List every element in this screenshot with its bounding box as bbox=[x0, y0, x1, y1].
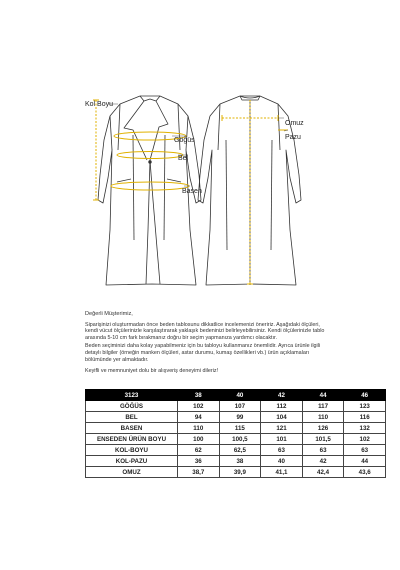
header-cell: 40 bbox=[219, 390, 261, 401]
table-cell: 110 bbox=[302, 412, 344, 423]
message-paragraph: Siparişinizi oluşturmadan önce beden tablosunu dikkatlice incelemenizi öneririz. Aşağıdaki ölçüleri, kendi vücut ölçülerinizle karşılaştırarak yaklaşık bedeninizi belirleyebilirsiniz. Kendi ölçülerinizle tablo arasında 5-10 cm fark bırakmanız doğru bir seçim yapmanıza yardımcı olacaktır. bbox=[85, 321, 325, 341]
label-bel: Bel bbox=[178, 155, 189, 162]
header-cell: 3123 bbox=[86, 390, 178, 401]
table-cell: 100,5 bbox=[219, 434, 261, 445]
basen-ellipse bbox=[111, 182, 189, 190]
table-cell: 63 bbox=[261, 445, 303, 456]
label-basen: Basen bbox=[182, 188, 202, 195]
table-cell: 40 bbox=[261, 456, 303, 467]
header-cell: 44 bbox=[302, 390, 344, 401]
table-cell: 42 bbox=[302, 456, 344, 467]
table-cell: 100 bbox=[178, 434, 220, 445]
table-row bbox=[86, 434, 386, 445]
front-measurement-marks bbox=[93, 100, 189, 200]
table-cell: 117 bbox=[302, 401, 344, 412]
header-cell: 38 bbox=[178, 390, 220, 401]
table-cell: 126 bbox=[302, 423, 344, 434]
table-cell: 63 bbox=[344, 445, 386, 456]
label-pazu: Pazu bbox=[285, 134, 301, 141]
table-cell: 112 bbox=[261, 401, 303, 412]
table-row bbox=[86, 423, 386, 434]
table-cell: 39,9 bbox=[219, 467, 261, 478]
message-closing: Keyifli ve memnuniyet dolu bir alışveriş deneyimi dileriz! bbox=[85, 368, 219, 375]
bel-ellipse bbox=[117, 152, 183, 159]
header-cell: 42 bbox=[261, 390, 303, 401]
table-cell: 43,6 bbox=[344, 467, 386, 478]
table-cell: 121 bbox=[261, 423, 303, 434]
header-cell: 46 bbox=[344, 390, 386, 401]
table-row bbox=[86, 412, 386, 423]
row-label: BASEN bbox=[86, 423, 178, 434]
message-paragraph: Beden seçiminizi daha kolay yapabilmeniz için bu tabloyu kullanmanız önemlidir. Ayrıca ürünle ilgili detaylı bilgiler (örneğin manken ölçüleri, astar durumu, kumaş özellikleri vb.) ürün açıklamaları bölümünde yer almaktadır. bbox=[85, 343, 321, 363]
table-cell: 94 bbox=[178, 412, 220, 423]
table-row bbox=[86, 467, 386, 478]
table-header-row bbox=[86, 390, 386, 401]
label-omuz: Omuz bbox=[285, 120, 304, 127]
back-measurement-marks bbox=[222, 100, 288, 284]
row-label: GÖĞÜS bbox=[86, 401, 178, 412]
table-row bbox=[86, 445, 386, 456]
table-cell: 38,7 bbox=[178, 467, 220, 478]
table-cell: 41,1 bbox=[261, 467, 303, 478]
table-cell: 44 bbox=[344, 456, 386, 467]
table-cell: 107 bbox=[219, 401, 261, 412]
size-chart-table bbox=[85, 389, 386, 478]
row-label: ENSEDEN ÜRÜN BOYU bbox=[86, 434, 178, 445]
table-cell: 101 bbox=[261, 434, 303, 445]
table-cell: 42,4 bbox=[302, 467, 344, 478]
table-cell: 123 bbox=[344, 401, 386, 412]
label-gogus: Göğüs bbox=[174, 137, 195, 144]
table-cell: 115 bbox=[219, 423, 261, 434]
table-row bbox=[86, 401, 386, 412]
row-label: OMUZ bbox=[86, 467, 178, 478]
message-greeting: Değerli Müşterimiz, bbox=[85, 311, 133, 317]
row-label: KOL-PAZU bbox=[86, 456, 178, 467]
table-cell: 62,5 bbox=[219, 445, 261, 456]
table-row bbox=[86, 456, 386, 467]
table-cell: 38 bbox=[219, 456, 261, 467]
table-cell: 62 bbox=[178, 445, 220, 456]
table-cell: 110 bbox=[178, 423, 220, 434]
table-cell: 102 bbox=[178, 401, 220, 412]
customer-message bbox=[85, 311, 325, 377]
row-label: BEL bbox=[86, 412, 178, 423]
table-cell: 102 bbox=[344, 434, 386, 445]
table-cell: 132 bbox=[344, 423, 386, 434]
table-cell: 99 bbox=[219, 412, 261, 423]
table-cell: 101,5 bbox=[302, 434, 344, 445]
row-label: KOL-BOYU bbox=[86, 445, 178, 456]
table-cell: 116 bbox=[344, 412, 386, 423]
table-cell: 63 bbox=[302, 445, 344, 456]
table-cell: 36 bbox=[178, 456, 220, 467]
table-cell: 104 bbox=[261, 412, 303, 423]
label-kol-boyu: Kol Boyu bbox=[85, 101, 114, 108]
